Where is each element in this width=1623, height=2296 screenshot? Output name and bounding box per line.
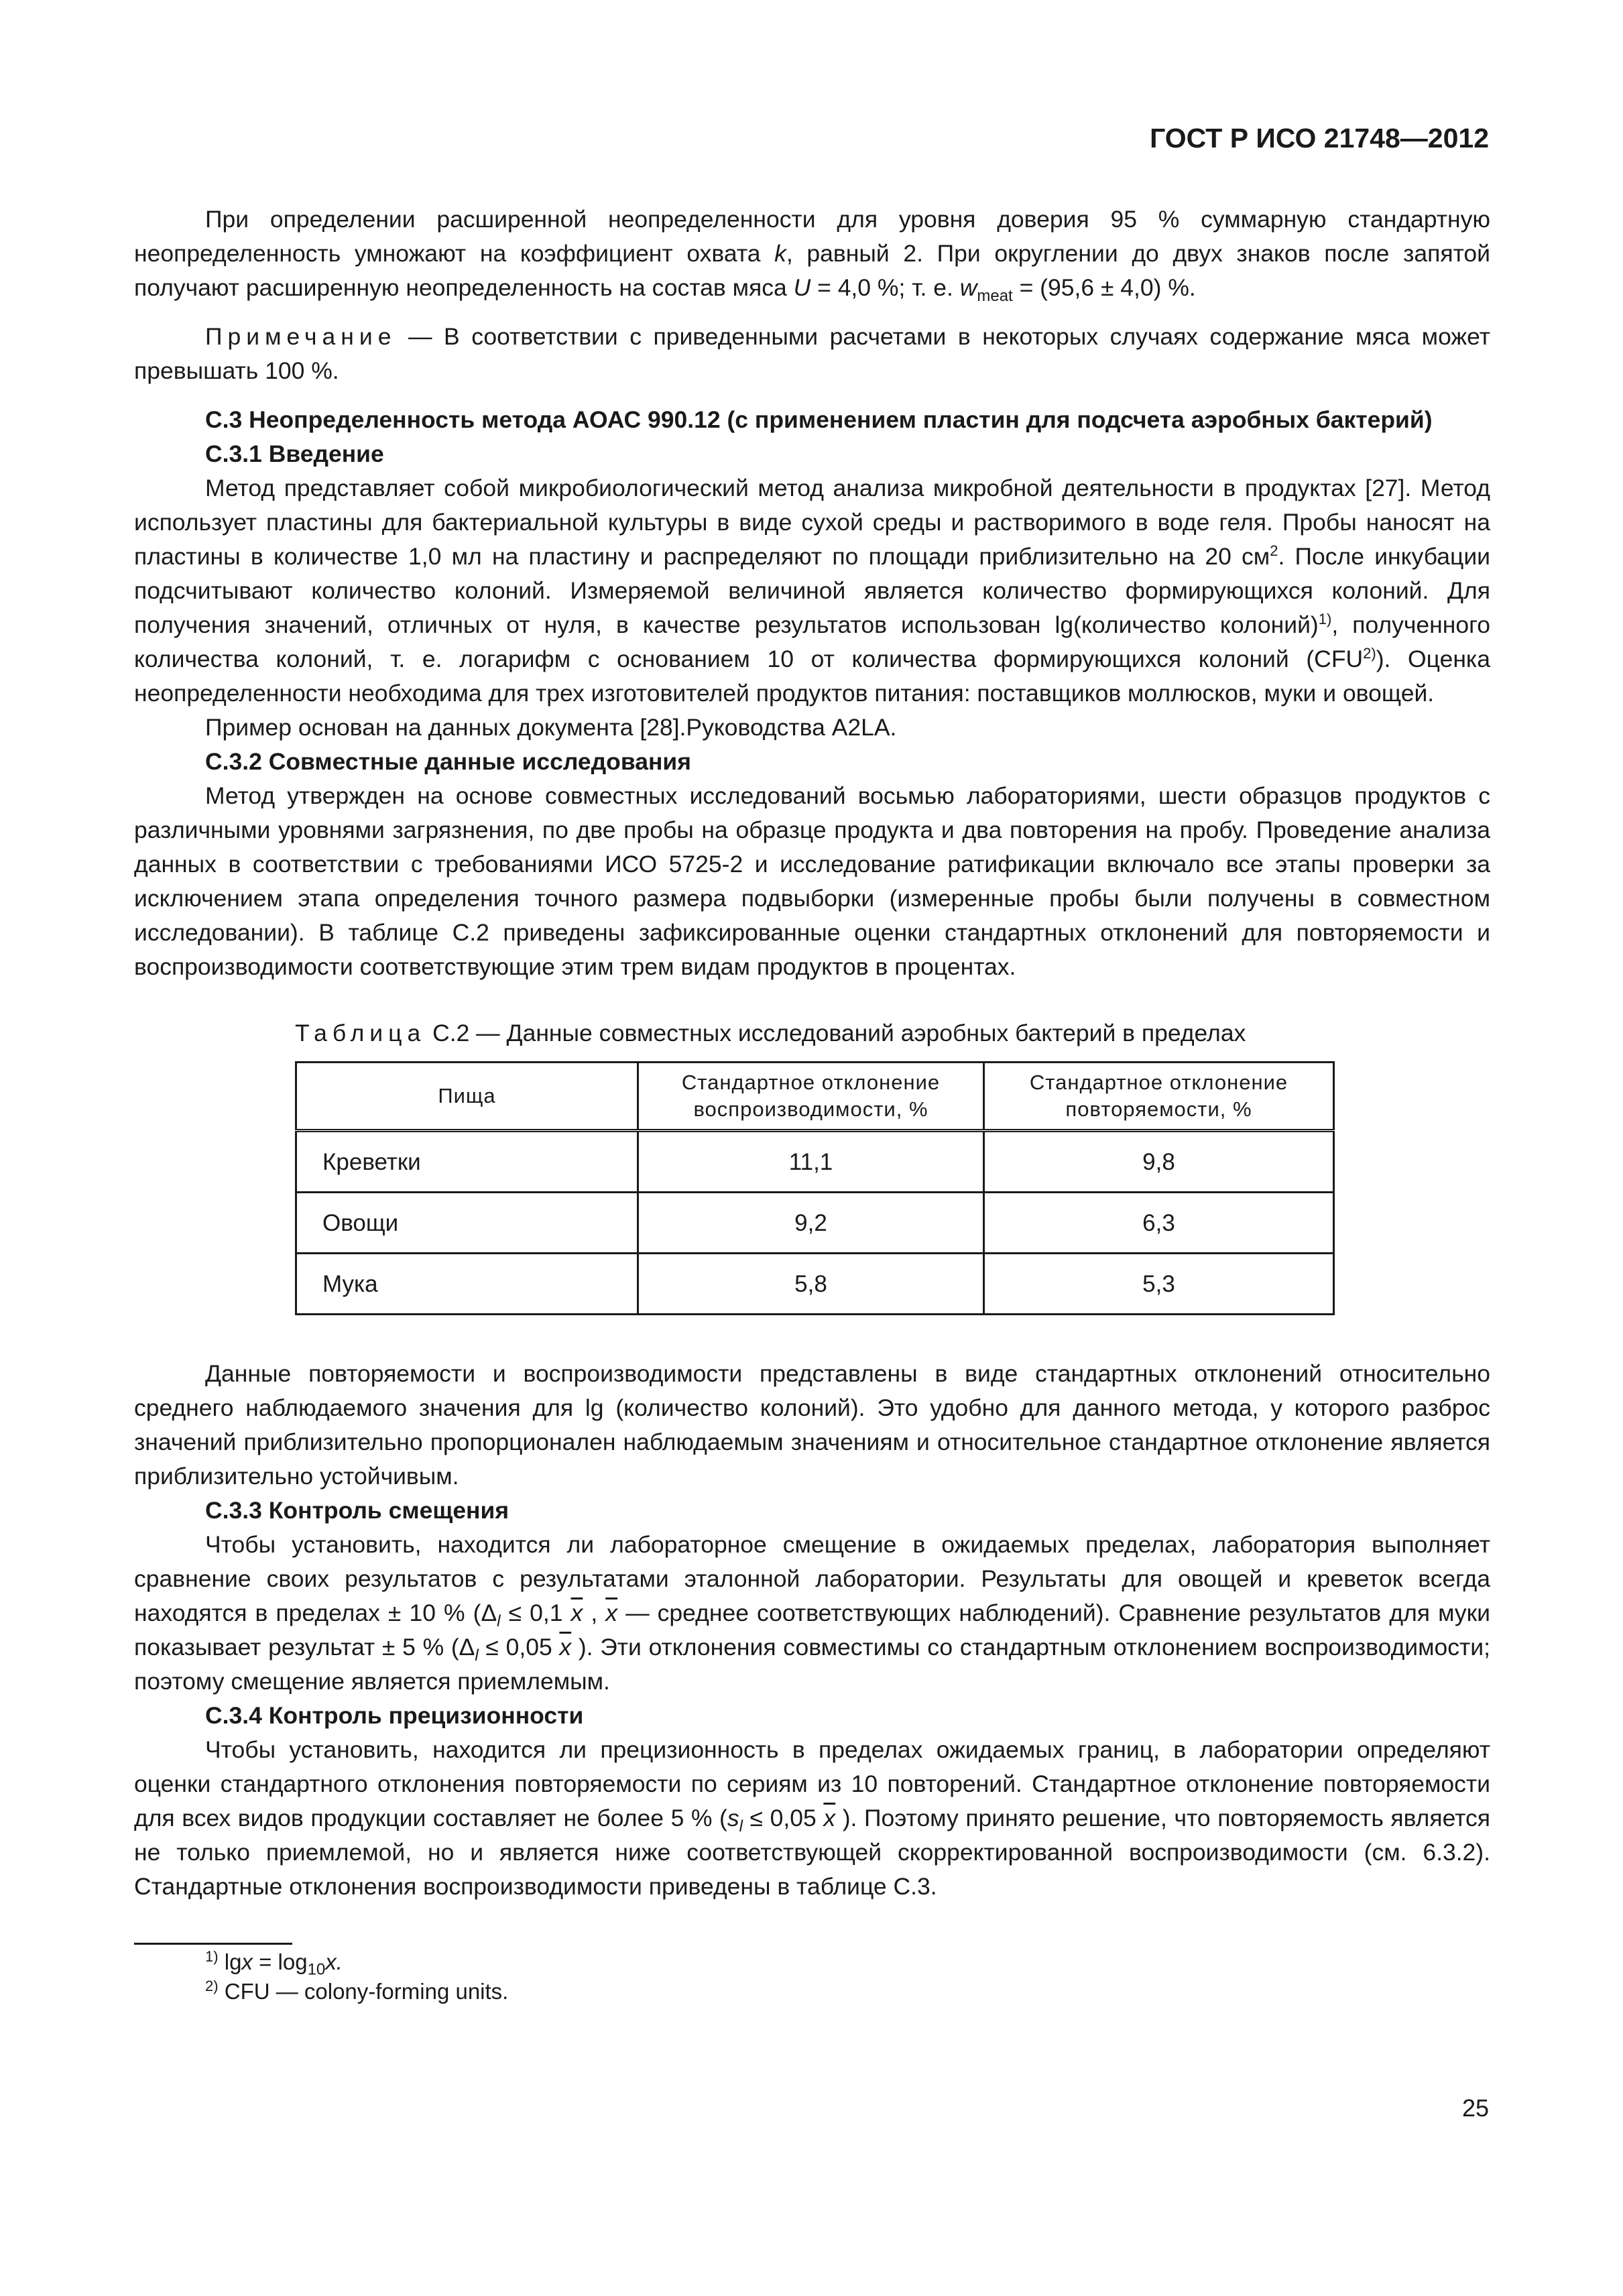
table-row <box>296 1193 1334 1254</box>
table-cell: 5,8 <box>638 1254 984 1315</box>
table-cell: Овощи <box>296 1193 638 1254</box>
mean-symbol: $\overline{x}$ <box>823 1805 836 1831</box>
mean-symbol: $\overline{x}$ <box>570 1599 583 1626</box>
mean-symbol: $\overline{x}$ <box>559 1634 572 1660</box>
section-heading-c3-4: С.3.4 Контроль прецизионности <box>205 1702 584 1729</box>
table-cell: 9,8 <box>984 1131 1334 1193</box>
table-header-cell: Стандартное отклонение повторяемости, % <box>984 1063 1334 1131</box>
paragraph-example-source: Пример основан на данных документа [28].Руководства A2LA. <box>205 714 897 741</box>
footnotes <box>134 1943 1490 2006</box>
section-heading-c3-3: С.3.3 Контроль смещения <box>205 1497 509 1524</box>
paragraph-collaborative-study: Метод утвержден на основе совместных исследований восьмью лабораториями, шести образцов продуктов с различными уровнями загрязнения, по две пробы на образце продукта и два повторения на пробу. Проведение анализа данных в соответствии с требованиями ИСО 5725-2 и исследование ратификации включало все этапы проверки за исключением этапа определения точного размера подвыборки (измеренные пробы были получены в совместном исследовании). В таблице С.2 приведены зафиксированные оценки стандартных отклонений для повторяемости и воспроизводимости соответствующие этим трем видам продуктов в процентах. <box>134 782 1490 980</box>
footnote-1: $^{1)}$ $\lg x = \log_{10}x$. <box>205 1948 343 1979</box>
table-cell: 11,1 <box>638 1131 984 1193</box>
footnote-ref-1: 1) <box>1318 611 1332 628</box>
page-number: 25 <box>1461 2094 1489 2122</box>
paragraph-precision-control: Чтобы установить, находится ли прецизионность в пределах ожидаемых границ, в лаборатории определяют оценки стандартного отклонения повторяемости по сериям из 10 повторений. Стандартное отклонение повторяемости для всех видов продукции составляет не более 5 % ($s_l \le 0,05$ $\overline{x}$ ). Поэтому принято решение, что повторяемость является не только приемлемой, но и является ниже соответствующей скорректированной воспроизводимости (см. 6.3.2). Стандартные отклонения воспроизводимости приведены в таблице С.3. <box>134 1736 1491 1900</box>
paragraph-repeatability-data: Данные повторяемости и воспроизводимости представлены в виде стандартных отклонений относительно среднего наблюдаемого значения для lg (количество колоний). Это удобно для данного метода, у которого разброс значений приблизительно пропорционален наблюдаемым значениям и относительное стандартное отклонение является приблизительно устойчивым. <box>134 1360 1490 1490</box>
footnote-ref-2: 2) <box>1363 645 1376 662</box>
table-header-cell: Стандартное отклонение воспроизводимости, % <box>638 1063 984 1131</box>
section-heading-c3-1: С.3.1 Введение <box>205 440 384 467</box>
table-cell: Мука <box>296 1254 638 1315</box>
section-heading-c3-2: С.3.2 Совместные данные исследования <box>205 748 691 775</box>
table-cell: Креветки <box>296 1131 638 1193</box>
data-table <box>295 1061 1335 1315</box>
note-paragraph: Примечание — В соответствии с приведенными расчетами в некоторых случаях содержание мяса может превышать 100 %. <box>134 323 1490 384</box>
table-cell: 6,3 <box>984 1193 1334 1254</box>
table-header-cell: Пища <box>296 1063 638 1131</box>
paragraph-expanded-uncertainty: При определении расширенной неопределенности для уровня доверия 95 % суммарную стандартную неопределенность умножают на коэффициент охвата k, равный 2. При округлении до двух знаков после запятой получают расширенную неопределенность на состав мяса U = 4,0 %; т. е. $w_{meat} = (95,6 \pm 4,0)$ %. <box>134 206 1490 306</box>
table-row <box>296 1254 1334 1315</box>
section-heading-c3: С.3 Неопределенность метода АОАС 990.12 (с применением пластин для подсчета аэробных бактерий) <box>205 406 1433 433</box>
table-caption: Таблица С.2 — Данные совместных исследований аэробных бактерий в пределах <box>295 1020 1246 1046</box>
table-header-row <box>296 1063 1334 1131</box>
page-content <box>134 202 1490 2006</box>
paragraph-bias-control: Чтобы установить, находится ли лабораторное смещение в ожидаемых пределах, лаборатория выполняет сравнение своих результатов с результатами эталонной лаборатории. Результаты для овощей и креветок всегда находятся в пределах ± 10 % ($\Delta_l \le 0,1$ $\overline{x}$ , $\overline{x}$ — среднее соответствующих наблюдений). Сравнение результатов для муки показывает результат ± 5 % ($\Delta_l \le 0,05$ $\overline{x}$ ). Эти отклонения совместимы со стандартным отклонением воспроизводимости; поэтому смещение является приемлемым. <box>134 1531 1490 1695</box>
paragraph-method-intro: Метод представляет собой микробиологический метод анализа микробной деятельности в продуктах [27]. Метод использует пластины для бактериальной культуры в виде сухой среды и растворимого в воде геля. Пробы наносят на пластины в количестве 1,0 мл на пластину и распределяют по площади приблизительно на 20 $см^2$. После инкубации подсчитывают количество колоний. Измеряемой величиной является количество формирующихся колоний. Для получения значений, отличных от нуля, в качестве результатов использован lg(количество колоний)$^{1)}$, полученного количества колоний, т. е. логарифм с основанием 10 от количества формирующихся колоний (CFU$^{2)}$). Оценка неопределенности необходима для трех изготовителей продуктов питания: поставщиков моллюсков, муки и овощей. <box>134 475 1490 707</box>
footnote-divider <box>134 1943 292 1945</box>
footnote-2: $^{2)}$ CFU — colony-forming units. <box>205 1978 509 2004</box>
table-row <box>296 1131 1334 1193</box>
table-cell: 5,3 <box>984 1254 1334 1315</box>
document-header: ГОСТ Р ИСО 21748—2012 <box>1150 123 1489 154</box>
table-cell: 9,2 <box>638 1193 984 1254</box>
note-label: Примечание <box>205 323 397 350</box>
mean-symbol: $\overline{x}$ <box>605 1599 618 1626</box>
